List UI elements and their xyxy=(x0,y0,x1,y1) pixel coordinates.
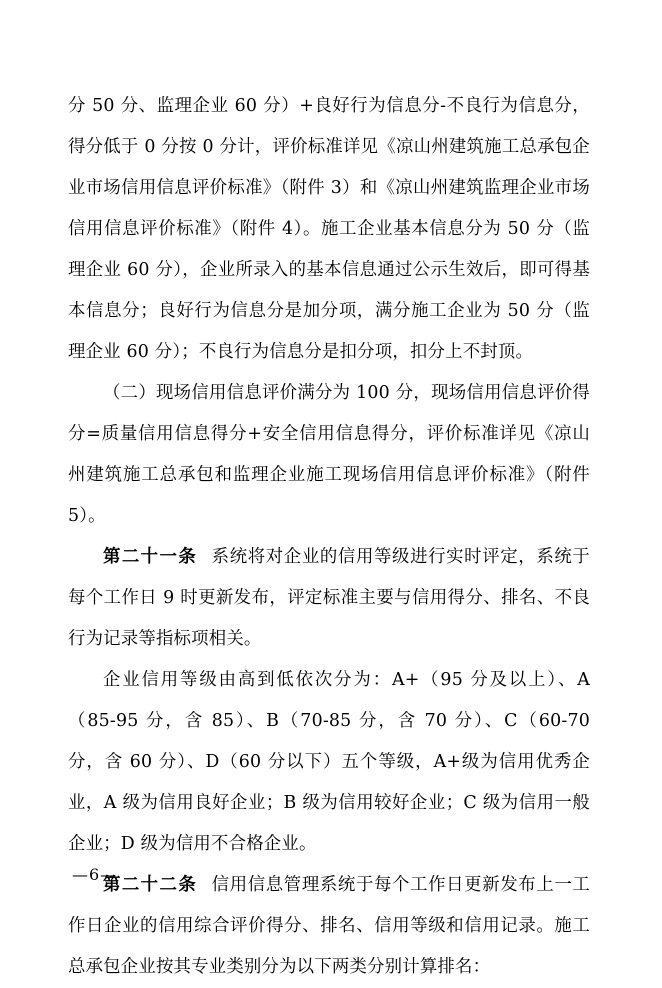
article-22-label: 第二十二条 xyxy=(103,875,198,895)
page-body xyxy=(68,86,590,988)
article-22-text: 信用信息管理系统于每个工作日更新发布上一工作日企业的信用综合评价得分、排名、信用等级和信用记录。施工总承包企业按其专业类别分为以下两类分别计算排名： xyxy=(68,875,590,977)
article-21-text: 系统将对企业的信用等级进行实时评定，系统于每个工作日 9 时更新发布，评定标准主要与信用得分、排名、不良行为记录等指标项相关。 xyxy=(68,547,590,649)
page-number: —6— xyxy=(72,865,118,884)
paragraph-credit-grades: 企业信用等级由高到低依次分为：A+（95 分及以上）、A（85-95 分，含 85）、B（70-85 分，含 70 分）、C（60-70 分，含 60 分）、D（60 分以下）五个等级，A+级为信用优秀企业，A 级为信用良好企业；B 级为信用较好企业；C 级为信用一般企业；D 级为信用不合格企业。 xyxy=(68,670,590,854)
paragraph-site-credit-evaluation: （二）现场信用信息评价满分为 100 分，现场信用信息评价得分=质量信用信息得分+安全信用信息得分，评价标准详见《凉山州建筑施工总承包和监理企业施工现场信用信息评价标准》（附件 5）。 xyxy=(68,383,590,526)
paragraph-article-21 xyxy=(68,537,590,660)
paragraph-continued: 分 50 分、监理企业 60 分）+良好行为信息分-不良行为信息分，得分低于 0 分按 0 分计，评价标准详见《凉山州建筑施工总承包企业市场信用信息评价标准》（附件 3）和《凉山州建筑监理企业市场信用信息评价标准》（附件 4）。施工企业基本信息分为 50 分（监理企业 60 分），企业所录入的基本信息通过公示生效后，即可得基本信息分；良好行为信息分是加分项，满分施工企业为 50 分（监理企业 60 分）；不良行为信息分是扣分项，扣分上不封顶。 xyxy=(68,96,590,362)
article-21-label: 第二十一条 xyxy=(103,547,198,567)
